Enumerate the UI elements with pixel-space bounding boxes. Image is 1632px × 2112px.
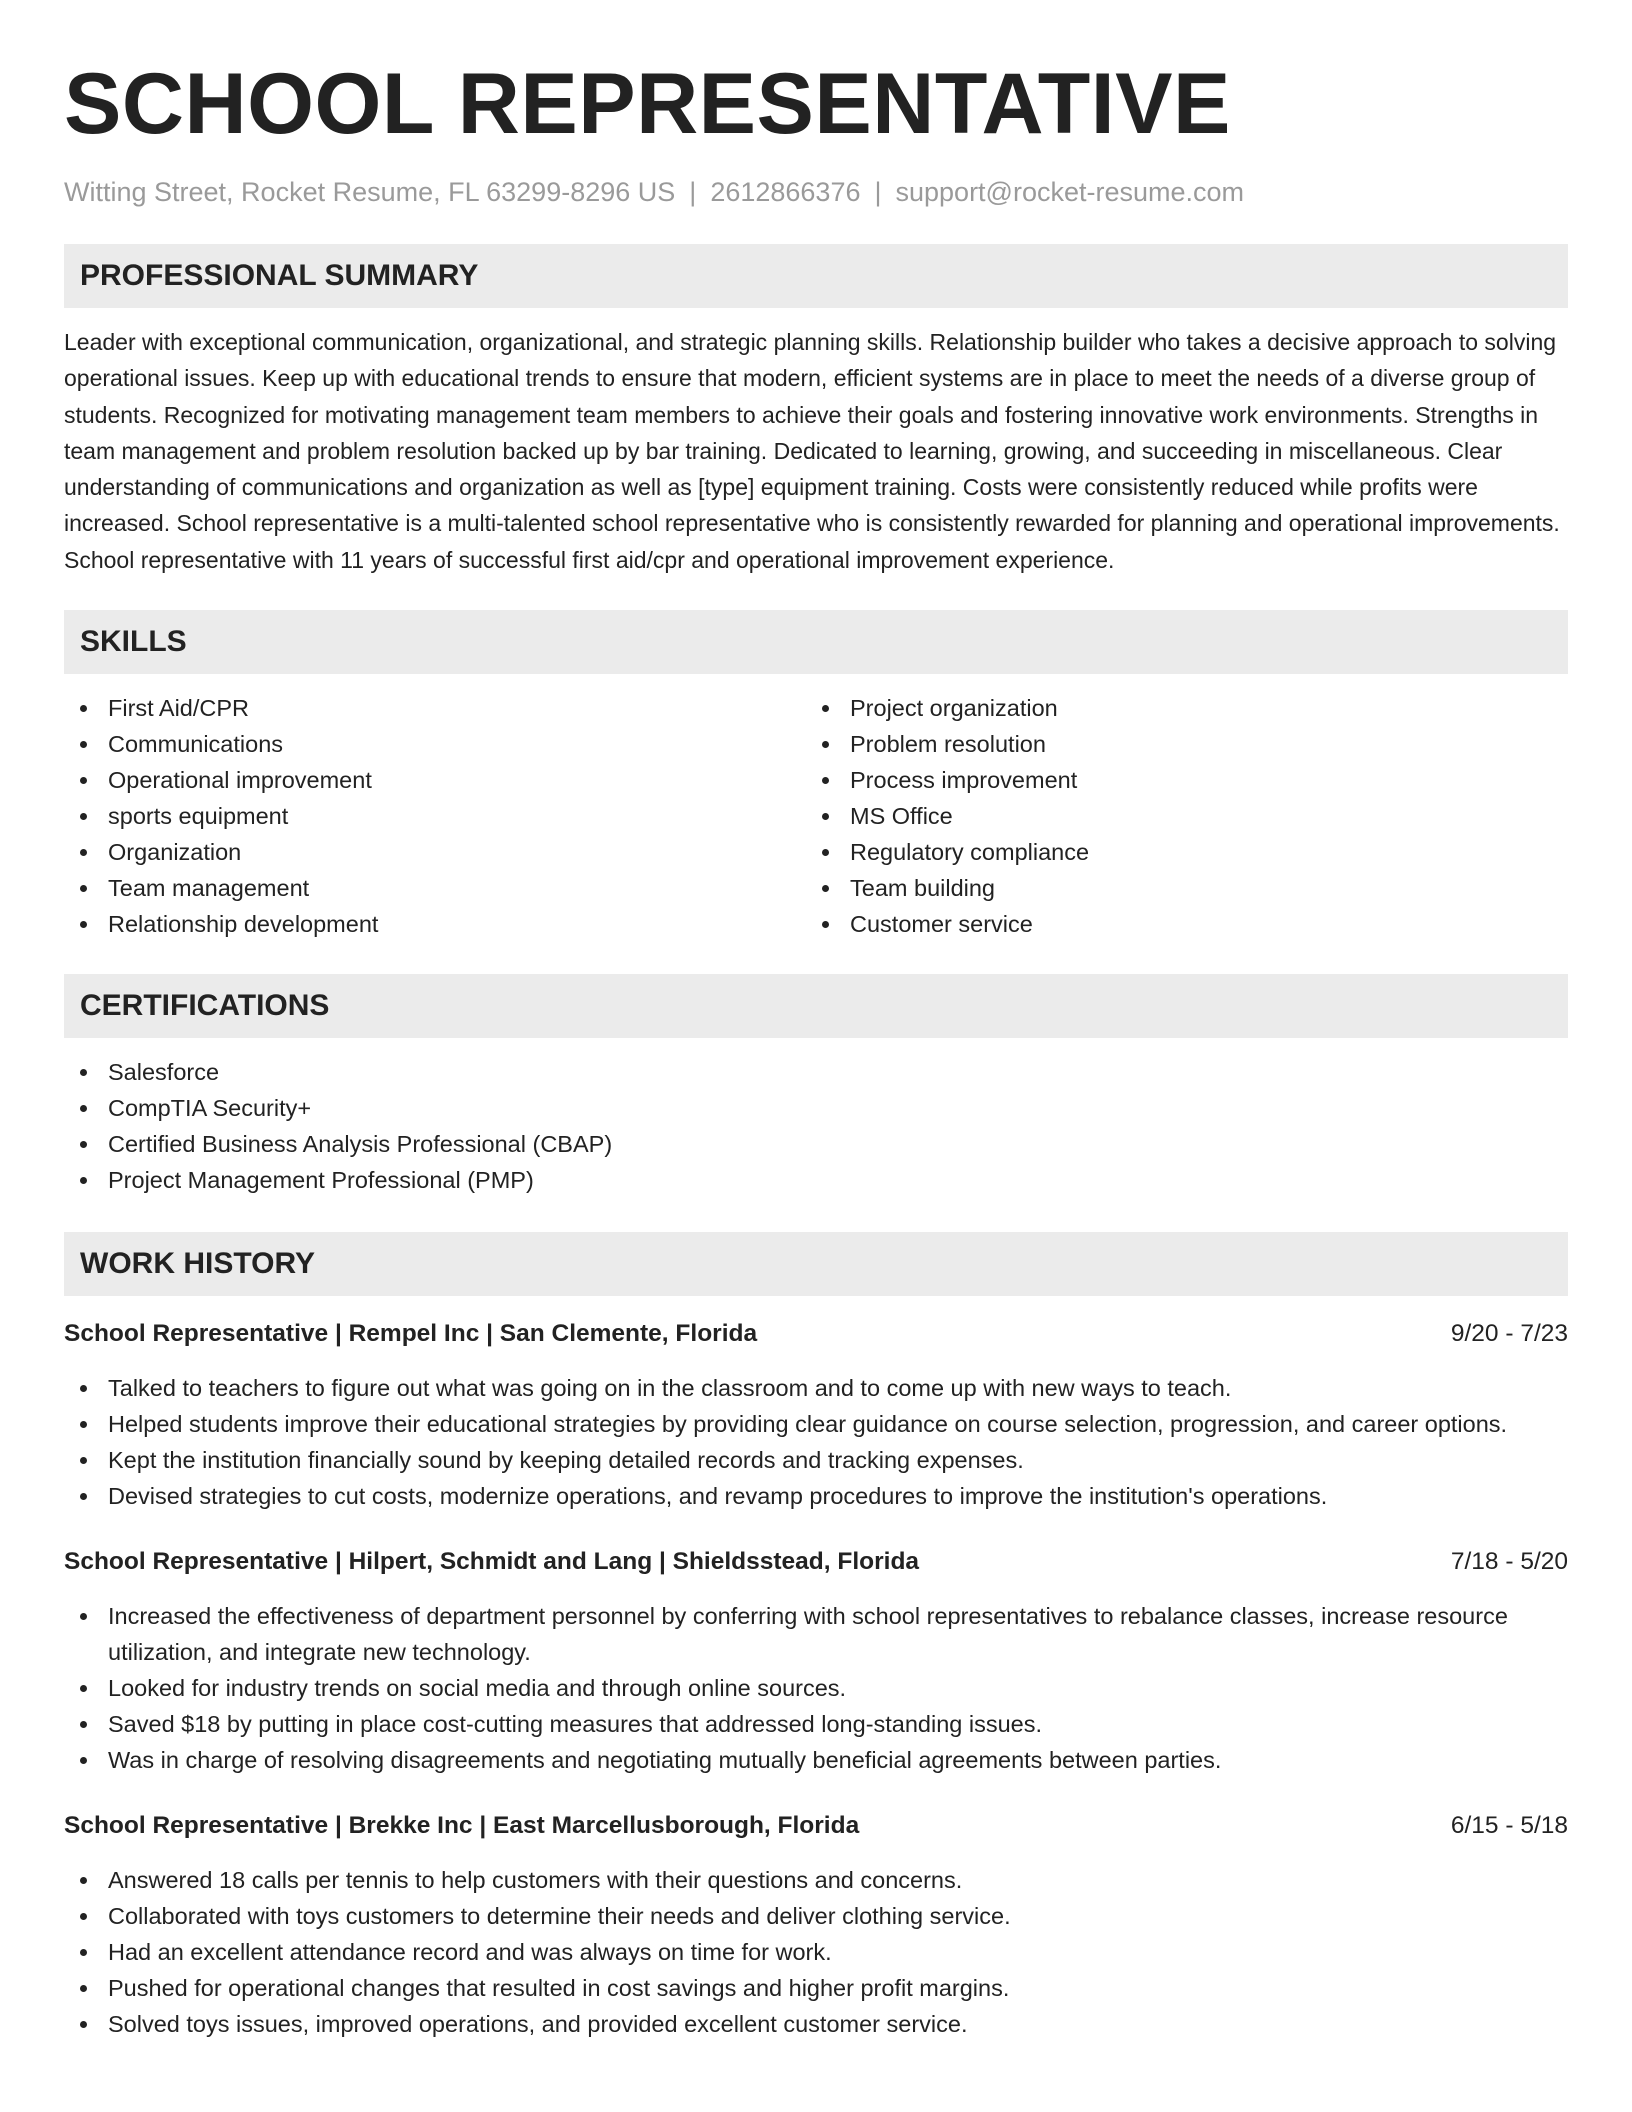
skills-column-right [806,690,1548,942]
job-bullet: Was in charge of resolving disagreements and negotiating mutually beneficial agreements between parties. [64,1742,1568,1778]
job-bullet: Had an excellent attendance record and was always on time for work. [64,1934,1568,1970]
contact-address: Witting Street, Rocket Resume, FL 63299-8296 US [64,177,676,207]
summary-section [64,244,1568,578]
job-bullets [64,1370,1568,1514]
skill-item: Team building [806,870,1548,906]
contact-phone: 2612866376 [710,177,861,207]
summary-text: Leader with exceptional communication, organizational, and strategic planning skills. Relationship builder who takes a decisive approach to solving operational issues. Keep up with educational trends to ensure that modern, efficient systems are in place to meet the needs of a diverse group of students. Recognized for motivating management team members to achieve their goals and fostering innovative work environments. Strengths in team management and problem resolution backed up by bar training. Dedicated to learning, growing, and succeeding in miscellaneous. Clear understanding of communications and organization as well as [type] equipment training. Costs were consistently reduced while profits were increased. School representative is a multi-talented school representative who is consistently rewarded for planning and operational improvements. School representative with 11 years of successful first aid/cpr and operational improvement experience. [64,329,1560,573]
skill-item: Customer service [806,906,1548,942]
job-header [64,1808,1568,1844]
skill-item: Problem resolution [806,726,1548,762]
job-bullet: Devised strategies to cut costs, modernize operations, and revamp procedures to improve the institution's operations. [64,1478,1568,1514]
candidate-name: SCHOOL REPRESENTATIVE [64,56,1231,152]
skill-item: sports equipment [64,798,806,834]
job-entry [64,1808,1568,2042]
job-bullet: Looked for industry trends on social media and through online sources. [64,1670,1568,1706]
certifications-list [64,1054,1568,1198]
contact-separator: | [689,177,697,207]
job-bullet: Collaborated with toys customers to determine their needs and deliver clothing service. [64,1898,1568,1934]
contact-email[interactable]: support@rocket-resume.com [895,177,1245,207]
skill-item: Process improvement [806,762,1548,798]
job-title: School Representative | Hilpert, Schmidt and Lang | Shieldsstead, Florida [64,1548,920,1576]
job-header [64,1544,1568,1580]
skill-item: Relationship development [64,906,806,942]
job-entry [64,1316,1568,1514]
job-entry [64,1544,1568,1778]
skill-item: Organization [64,834,806,870]
skill-item: Regulatory compliance [806,834,1548,870]
job-bullet: Solved toys issues, improved operations, and provided excellent customer service. [64,2006,1568,2042]
job-dates: 7/18 - 5/20 [1450,1548,1568,1576]
skill-item: Project organization [806,690,1548,726]
job-title: School Representative | Brekke Inc | East Marcellusborough, Florida [64,1812,860,1840]
skill-item: Team management [64,870,806,906]
job-bullet: Talked to teachers to figure out what was going on in the classroom and to come up with new ways to teach. [64,1370,1568,1406]
certification-item: Salesforce [64,1054,1568,1090]
job-bullets [64,1598,1568,1778]
contact-separator: | [874,177,882,207]
job-bullet: Answered 18 calls per tennis to help customers with their questions and concerns. [64,1862,1568,1898]
job-bullet: Helped students improve their educational strategies by providing clear guidance on course selection, progression, and career options. [64,1406,1568,1442]
skill-item: First Aid/CPR [64,690,806,726]
job-header [64,1316,1568,1352]
skill-item: Communications [64,726,806,762]
certification-item: CompTIA Security+ [64,1090,1568,1126]
certification-item: Project Management Professional (PMP) [64,1162,1568,1198]
certifications-heading: CERTIFICATIONS [64,974,1568,1038]
resume-page [64,0,1568,2042]
certifications-section [64,974,1568,1198]
work-history-section [64,1232,1568,2042]
skills-heading: SKILLS [64,610,1568,674]
job-bullet: Increased the effectiveness of department personnel by conferring with school representatives to rebalance classes, increase resource utilization, and integrate new technology. [64,1598,1568,1670]
certification-item: Certified Business Analysis Professional (CBAP) [64,1126,1568,1162]
skills-column-left [64,690,806,942]
summary-heading: PROFESSIONAL SUMMARY [64,244,1568,308]
contact-line [64,174,1568,210]
skills-section [64,610,1568,942]
skill-item: MS Office [806,798,1548,834]
skill-item: Operational improvement [64,762,806,798]
job-bullet: Pushed for operational changes that resulted in cost savings and higher profit margins. [64,1970,1568,2006]
job-dates: 9/20 - 7/23 [1450,1320,1568,1348]
job-bullet: Kept the institution financially sound by keeping detailed records and tracking expenses. [64,1442,1568,1478]
job-title: School Representative | Rempel Inc | San Clemente, Florida [64,1320,758,1348]
job-bullet: Saved $18 by putting in place cost-cutting measures that addressed long-standing issues. [64,1706,1568,1742]
work-history-heading: WORK HISTORY [64,1232,1568,1296]
skills-grid [64,690,1568,942]
job-bullets [64,1862,1568,2042]
job-dates: 6/15 - 5/18 [1450,1812,1568,1840]
